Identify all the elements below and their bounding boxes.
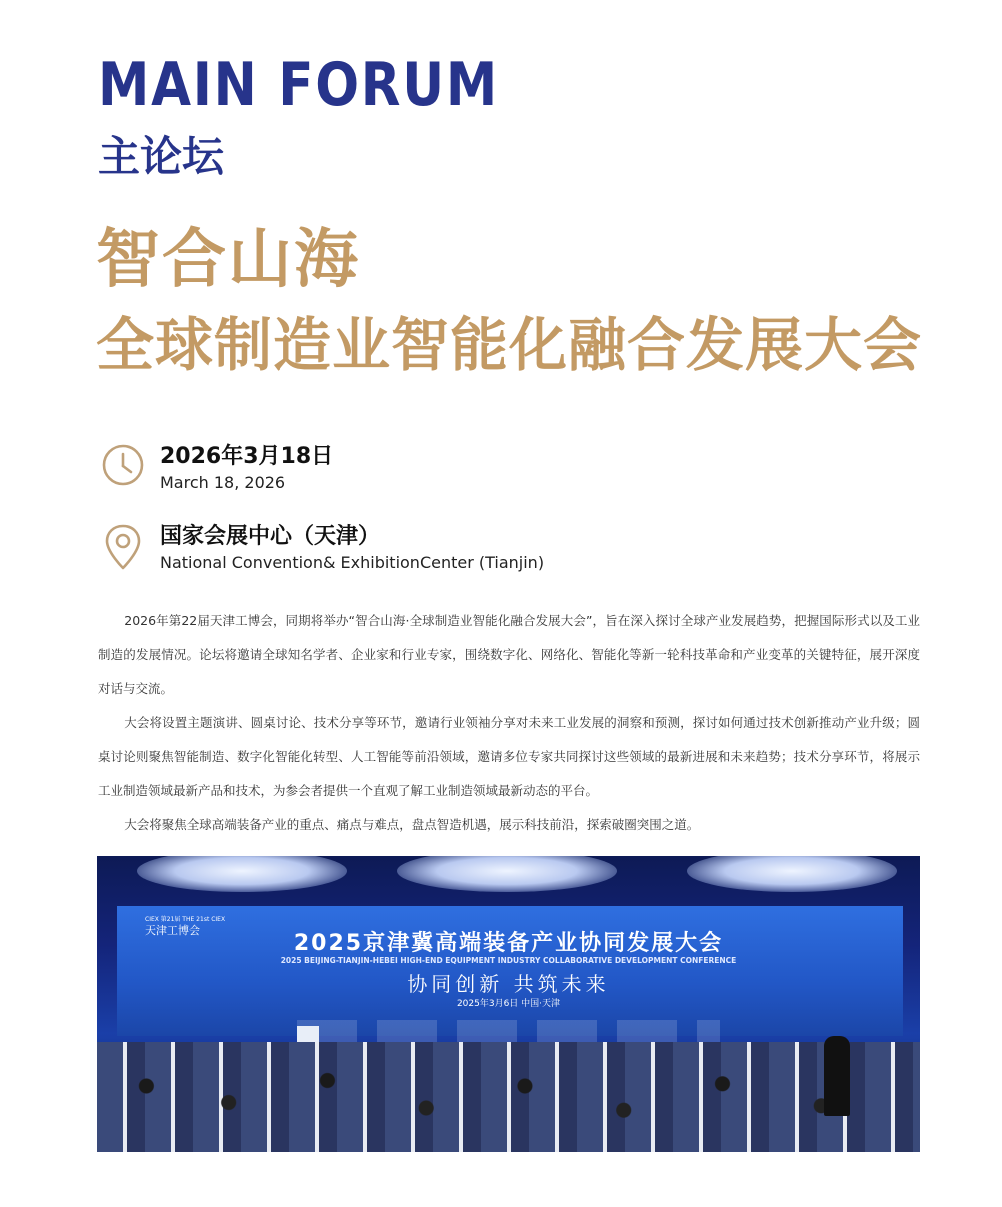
screen-title: 2025京津冀高端装备产业协同发展大会 [293,931,724,956]
description [98,604,920,842]
event-title-line1: 智合山海 [96,223,360,297]
forum-title-cn: 主论坛 [98,132,225,181]
paragraph-3: 大会将聚焦全球高端装备产业的重点、痛点与难点，盘点智造机遇，展示科技前沿，探索破圈突围之道。 [124,817,700,832]
ceiling-light [687,856,897,892]
paragraph-2: 大会将设置主题演讲、圆桌讨论、技术分享等环节，邀请行业领袖分享对未来工业发展的洞察和预测，探讨如何通过技术创新推动产业升级；圆桌讨论则聚焦智能制造、数字化智能化转型、人工智能等前沿领域，邀请多位专家共同探讨这些领域的最新进展和未来趋势；技术分享环节，将展示工业制造领域最新产品和技术，为参会者提供一个直观了解工业制造领域最新动态的平台。 [98,715,920,798]
date-cn: 2026年3月18日 [160,444,334,469]
cameraman [824,1036,850,1116]
screen-subtitle-en: 2025 BEIJING-TIANJIN-HEBEI HIGH-END EQUIPMENT INDUSTRY COLLABORATIVE DEVELOPMENT CONFERENCE [280,956,737,965]
ceiling-light [397,856,617,892]
clock-icon [100,442,146,488]
location-pin-icon [100,522,146,572]
ceiling-light [137,856,347,892]
screen-slogan: 协同创新 共筑未来 [407,972,610,996]
date-en: March 18, 2026 [160,473,286,492]
venue-en: National Convention& ExhibitionCenter (Tianjin) [160,553,545,572]
venue-cn: 国家会展中心（天津） [160,524,381,549]
audience [97,1042,920,1152]
event-title-line2: 全球制造业智能化融合发展大会 [96,311,923,379]
organizer-list [297,1020,720,1042]
expo-logo-small: CIEX 第21届 THE 21st CIEX [145,916,226,923]
date-row [100,442,333,494]
paragraph-1: 2026年第22届天津工博会，同期将举办“智合山海·全球制造业智能化融合发展大会”，旨在深入探讨全球产业发展趋势，把握国际形式以及工业制造的发展情况。论坛将邀请全球知名学者、企业家和行业专家，围绕数字化、网络化、智能化等新一轮科技革命和产业变革的关键特征，展开深度对话与交流。 [98,613,920,696]
forum-title-en: MAIN FORUM [98,50,499,120]
expo-logo-name: 天津工博会 [145,924,200,937]
conference-photo [97,856,920,1152]
screen-date: 2025年3月6日 中国·天津 [456,999,561,1009]
venue-row [100,522,544,574]
